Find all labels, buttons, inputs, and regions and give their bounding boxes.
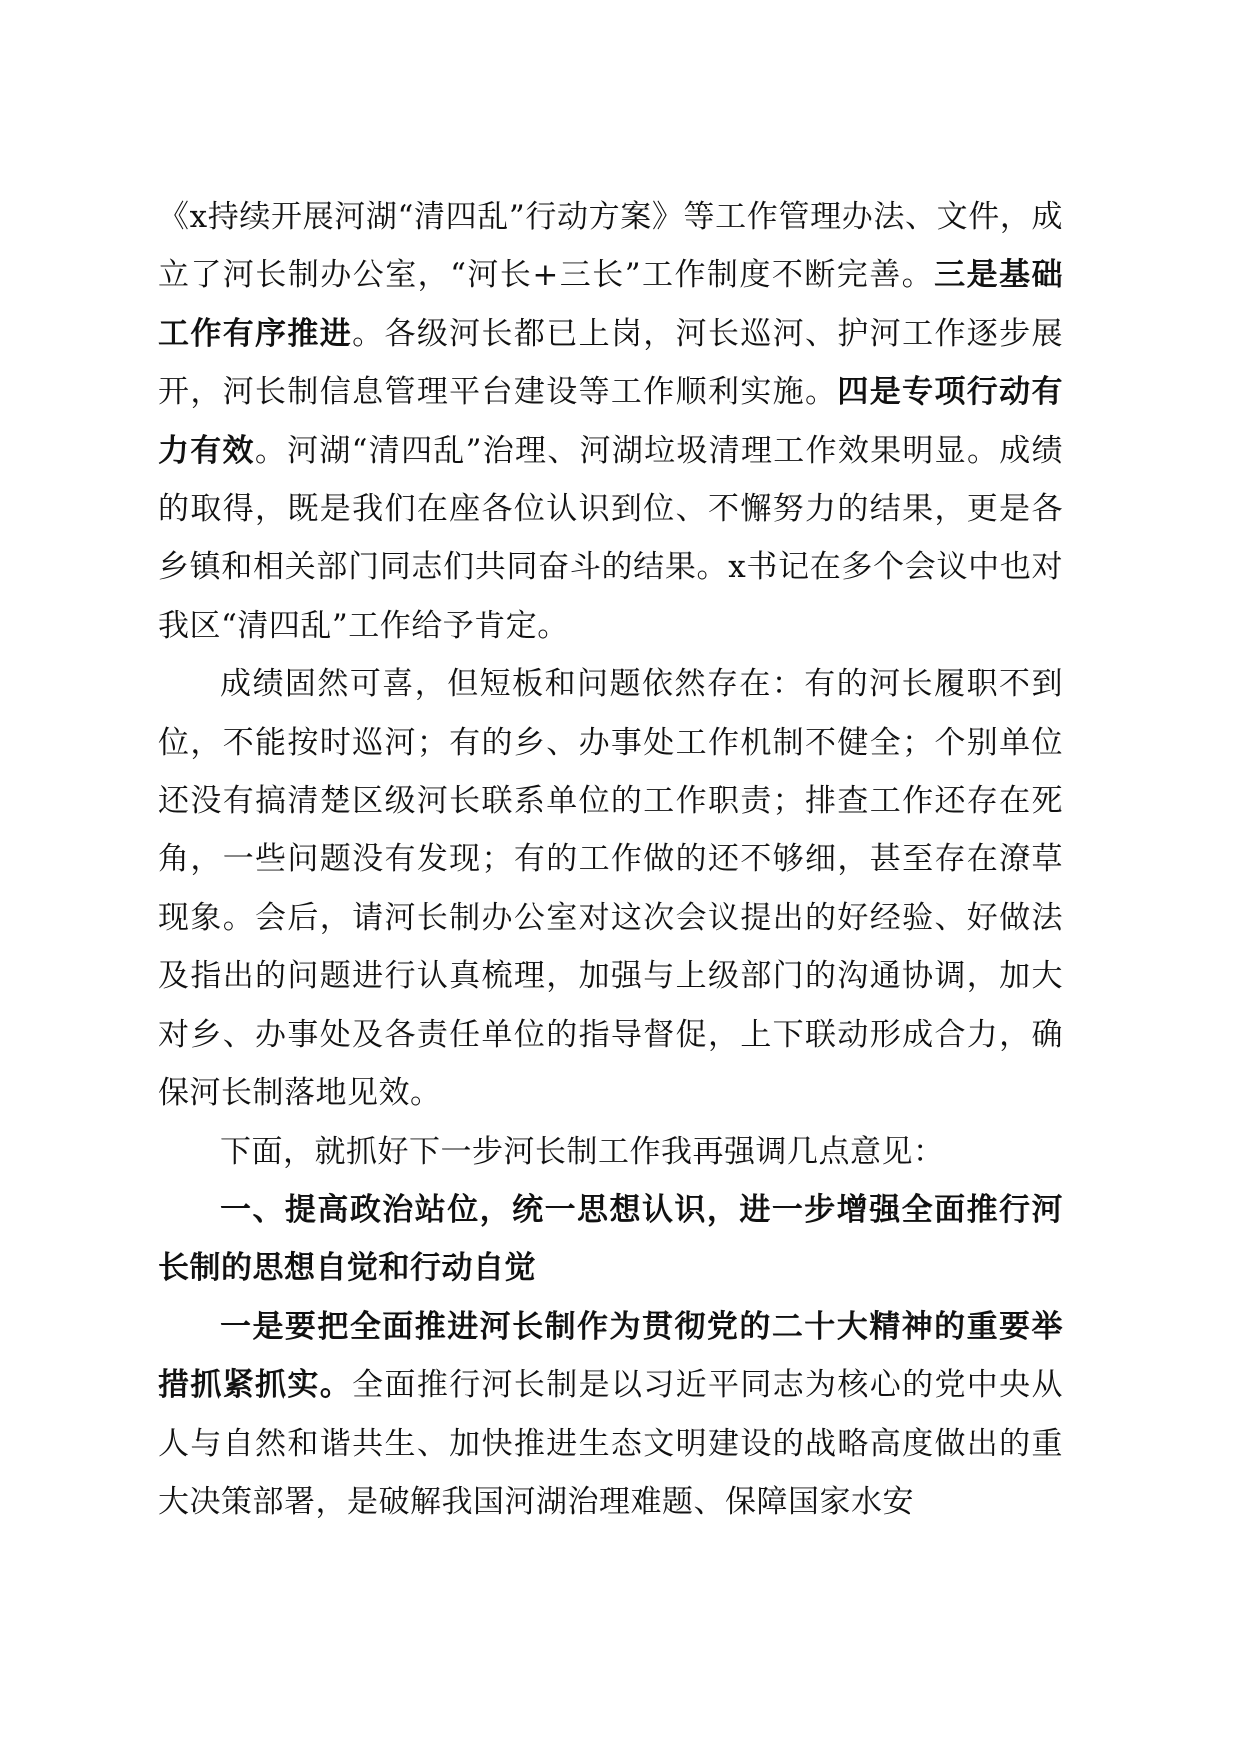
bold-point-three: 三是基础工作有序推进 xyxy=(158,257,1063,352)
paragraph-achievements xyxy=(158,188,1063,655)
text-segment: 《x持续开展河湖“清四乱”行动方案》等工作管理办法、文件，成立了河长制办公室，“河长+三长”工作制度不断完善。 xyxy=(158,199,1063,294)
text-segment: 。各级河长都已上岗，河长巡河、护河工作逐步展开，河长制信息管理平台建设等工作顺利实施。 xyxy=(158,315,1064,411)
paragraph-intro xyxy=(158,1123,1063,1181)
text-segment: 全面推行河长制是以习近平同志为核心的党中央从人与自然和谐共生、加快推进生态文明建设的战略高度做出的重大决策部署，是破解我国河湖治理难题、保障国家水安 xyxy=(158,1367,1064,1520)
text-segment: 成绩固然可喜，但短板和问题依然存在：有的河长履职不到位，不能按时巡河；有的乡、办事处工作机制不健全；个别单位还没有搞清楚区级河长联系单位的工作职责；排查工作还存在死角，一些问题没有发现；有的工作做的还不够细，甚至存在潦草现象。会后，请河长制办公室对这次会议提出的好经验、好做法及指出的问题进行认真梳理，加强与上级部门的沟通协调，加大对乡、办事处及各责任单位的指导督促，上下联动形成合力，确保河长制落地见效。 xyxy=(158,666,1063,1112)
text-segment: 下面，就抓好下一步河长制工作我再强调几点意见： xyxy=(220,1133,945,1170)
paragraph-point-one xyxy=(158,1298,1063,1532)
bold-point-one: 一是要把全面推进河长制作为贯彻党的二十大精神的重要举措抓紧抓实。 xyxy=(158,1308,1063,1404)
paragraph-problems xyxy=(158,655,1063,1122)
bold-point-four: 四是专项行动有力有效 xyxy=(158,374,1064,469)
text-segment: 。河湖“清四乱”治理、河湖垃圾清理工作效果明显。成绩的取得，既是我们在座各位认识到位、不懈努力的结果，更是各乡镇和相关部门同志们共同奋斗的结果。x书记在多个会议中也对我区“清四乱”工作给予肯定。 xyxy=(158,432,1063,644)
section-heading-one: 一、提高政治站位，统一思想认识，进一步增强全面推行河长制的思想自觉和行动自觉 xyxy=(158,1191,1063,1287)
document-page xyxy=(158,188,1063,1531)
